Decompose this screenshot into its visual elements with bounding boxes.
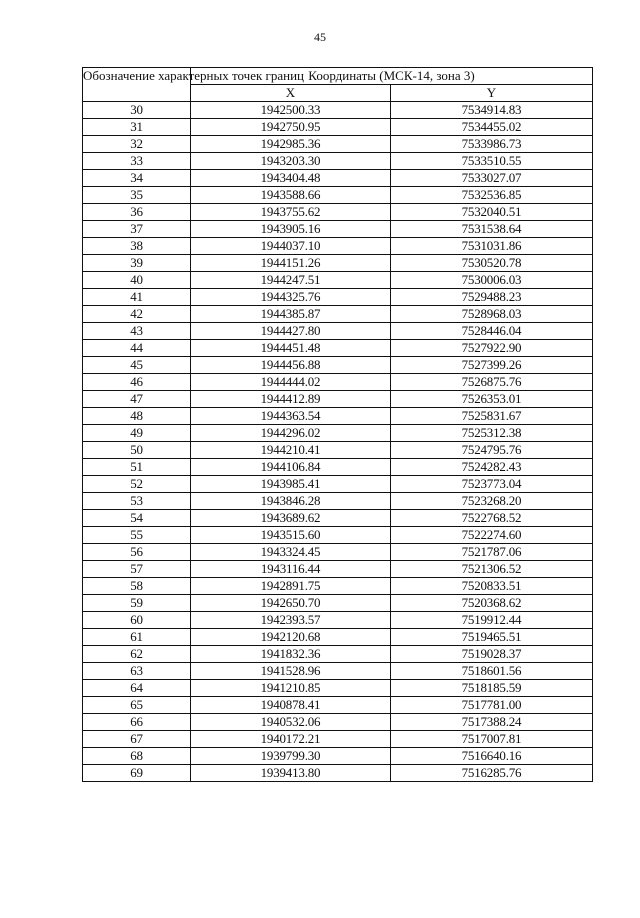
x-cell: 1944210.41 — [191, 442, 391, 459]
y-cell: 7520833.51 — [391, 578, 593, 595]
y-cell: 7531538.64 — [391, 221, 593, 238]
y-cell: 7522768.52 — [391, 510, 593, 527]
y-cell: 7519912.44 — [391, 612, 593, 629]
x-cell: 1943404.48 — [191, 170, 391, 187]
x-cell: 1943905.16 — [191, 221, 391, 238]
point-cell: 50 — [83, 442, 191, 459]
x-cell: 1944037.10 — [191, 238, 391, 255]
table-row — [83, 153, 593, 170]
table-row — [83, 612, 593, 629]
point-cell: 45 — [83, 357, 191, 374]
table-row — [83, 459, 593, 476]
y-cell: 7523268.20 — [391, 493, 593, 510]
table-row — [83, 221, 593, 238]
point-cell: 36 — [83, 204, 191, 221]
table-row — [83, 374, 593, 391]
y-cell: 7532040.51 — [391, 204, 593, 221]
table-row — [83, 493, 593, 510]
table-row — [83, 357, 593, 374]
point-cell: 49 — [83, 425, 191, 442]
y-cell: 7525312.38 — [391, 425, 593, 442]
table-row — [83, 748, 593, 765]
point-cell: 41 — [83, 289, 191, 306]
x-cell: 1944456.88 — [191, 357, 391, 374]
table-body — [83, 102, 593, 782]
x-cell: 1944247.51 — [191, 272, 391, 289]
point-cell: 35 — [83, 187, 191, 204]
y-cell: 7533027.07 — [391, 170, 593, 187]
table-row — [83, 323, 593, 340]
x-cell: 1942393.57 — [191, 612, 391, 629]
y-cell: 7524795.76 — [391, 442, 593, 459]
y-cell: 7526353.01 — [391, 391, 593, 408]
x-cell: 1943985.41 — [191, 476, 391, 493]
point-cell: 63 — [83, 663, 191, 680]
point-cell: 46 — [83, 374, 191, 391]
y-cell: 7527922.90 — [391, 340, 593, 357]
table-row — [83, 272, 593, 289]
x-cell: 1944151.26 — [191, 255, 391, 272]
table-row — [83, 119, 593, 136]
point-cell: 58 — [83, 578, 191, 595]
point-cell: 33 — [83, 153, 191, 170]
table-row — [83, 680, 593, 697]
table-row — [83, 646, 593, 663]
x-cell: 1941832.36 — [191, 646, 391, 663]
y-cell: 7528446.04 — [391, 323, 593, 340]
y-cell: 7533986.73 — [391, 136, 593, 153]
point-cell: 61 — [83, 629, 191, 646]
point-cell: 69 — [83, 765, 191, 782]
coordinates-header: Координаты (МСК-14, зона 3) — [191, 68, 593, 85]
table-row — [83, 561, 593, 578]
y-cell: 7517781.00 — [391, 697, 593, 714]
point-cell: 59 — [83, 595, 191, 612]
page-number: 45 — [314, 30, 326, 44]
point-cell: 31 — [83, 119, 191, 136]
x-cell: 1942120.68 — [191, 629, 391, 646]
x-cell: 1944363.54 — [191, 408, 391, 425]
x-cell: 1944444.02 — [191, 374, 391, 391]
point-cell: 43 — [83, 323, 191, 340]
y-cell: 7516285.76 — [391, 765, 593, 782]
x-cell: 1941210.85 — [191, 680, 391, 697]
point-cell: 62 — [83, 646, 191, 663]
table-row — [83, 187, 593, 204]
x-cell: 1942891.75 — [191, 578, 391, 595]
point-cell: 66 — [83, 714, 191, 731]
table-row — [83, 255, 593, 272]
y-cell: 7523773.04 — [391, 476, 593, 493]
point-cell: 40 — [83, 272, 191, 289]
point-cell: 42 — [83, 306, 191, 323]
x-cell: 1940172.21 — [191, 731, 391, 748]
table-row — [83, 765, 593, 782]
y-cell: 7531031.86 — [391, 238, 593, 255]
x-cell: 1940878.41 — [191, 697, 391, 714]
table-row — [83, 170, 593, 187]
table-header — [83, 68, 593, 102]
x-cell: 1943203.30 — [191, 153, 391, 170]
point-cell: 67 — [83, 731, 191, 748]
x-cell: 1942500.33 — [191, 102, 391, 119]
point-cell: 60 — [83, 612, 191, 629]
x-cell: 1943689.62 — [191, 510, 391, 527]
table-row — [83, 510, 593, 527]
x-cell: 1943755.62 — [191, 204, 391, 221]
point-cell: 39 — [83, 255, 191, 272]
point-cell: 48 — [83, 408, 191, 425]
y-column-header: Y — [391, 85, 593, 102]
y-cell: 7528968.03 — [391, 306, 593, 323]
y-cell: 7532536.85 — [391, 187, 593, 204]
x-cell: 1943846.28 — [191, 493, 391, 510]
point-cell: 51 — [83, 459, 191, 476]
table-row — [83, 629, 593, 646]
table-row — [83, 306, 593, 323]
x-cell: 1943515.60 — [191, 527, 391, 544]
y-cell: 7519465.51 — [391, 629, 593, 646]
y-cell: 7529488.23 — [391, 289, 593, 306]
x-cell: 1944451.48 — [191, 340, 391, 357]
point-cell: 65 — [83, 697, 191, 714]
x-cell: 1944385.87 — [191, 306, 391, 323]
point-cell: 56 — [83, 544, 191, 561]
y-cell: 7522274.60 — [391, 527, 593, 544]
table-row — [83, 238, 593, 255]
y-cell: 7519028.37 — [391, 646, 593, 663]
y-cell: 7534455.02 — [391, 119, 593, 136]
y-cell: 7530006.03 — [391, 272, 593, 289]
y-cell: 7533510.55 — [391, 153, 593, 170]
table-row — [83, 714, 593, 731]
x-column-header: X — [191, 85, 391, 102]
point-cell: 30 — [83, 102, 191, 119]
point-cell: 53 — [83, 493, 191, 510]
y-cell: 7518601.56 — [391, 663, 593, 680]
point-cell: 38 — [83, 238, 191, 255]
table-row — [83, 442, 593, 459]
x-cell: 1940532.06 — [191, 714, 391, 731]
table-row — [83, 102, 593, 119]
x-cell: 1943588.66 — [191, 187, 391, 204]
table-row — [83, 578, 593, 595]
y-cell: 7530520.78 — [391, 255, 593, 272]
x-cell: 1943324.45 — [191, 544, 391, 561]
point-cell: 32 — [83, 136, 191, 153]
point-cell: 34 — [83, 170, 191, 187]
x-cell: 1939799.30 — [191, 748, 391, 765]
x-cell: 1944412.89 — [191, 391, 391, 408]
point-cell: 44 — [83, 340, 191, 357]
table-row — [83, 527, 593, 544]
y-cell: 7516640.16 — [391, 748, 593, 765]
table-row — [83, 391, 593, 408]
y-cell: 7520368.62 — [391, 595, 593, 612]
table-row — [83, 731, 593, 748]
coordinates-table — [82, 67, 593, 782]
x-cell: 1944427.80 — [191, 323, 391, 340]
table-row — [83, 340, 593, 357]
table-row — [83, 697, 593, 714]
table-row — [83, 663, 593, 680]
point-cell: 37 — [83, 221, 191, 238]
point-cell: 52 — [83, 476, 191, 493]
y-cell: 7526875.76 — [391, 374, 593, 391]
table-row — [83, 544, 593, 561]
table-row — [83, 476, 593, 493]
table-row — [83, 595, 593, 612]
y-cell: 7524282.43 — [391, 459, 593, 476]
table-row — [83, 136, 593, 153]
x-cell: 1942750.95 — [191, 119, 391, 136]
y-cell: 7521787.06 — [391, 544, 593, 561]
point-cell: 68 — [83, 748, 191, 765]
x-cell: 1944325.76 — [191, 289, 391, 306]
x-cell: 1941528.96 — [191, 663, 391, 680]
y-cell: 7525831.67 — [391, 408, 593, 425]
table-row — [83, 425, 593, 442]
x-cell: 1944296.02 — [191, 425, 391, 442]
y-cell: 7527399.26 — [391, 357, 593, 374]
point-cell: 54 — [83, 510, 191, 527]
y-cell: 7534914.83 — [391, 102, 593, 119]
y-cell: 7518185.59 — [391, 680, 593, 697]
point-cell: 47 — [83, 391, 191, 408]
point-cell: 64 — [83, 680, 191, 697]
header-row-1 — [83, 68, 593, 85]
designation-header: Обозначение характерных точек границ — [83, 68, 191, 102]
x-cell: 1944106.84 — [191, 459, 391, 476]
table-row — [83, 408, 593, 425]
x-cell: 1942985.36 — [191, 136, 391, 153]
point-cell: 57 — [83, 561, 191, 578]
y-cell: 7517388.24 — [391, 714, 593, 731]
point-cell: 55 — [83, 527, 191, 544]
y-cell: 7521306.52 — [391, 561, 593, 578]
table-row — [83, 289, 593, 306]
x-cell: 1942650.70 — [191, 595, 391, 612]
x-cell: 1939413.80 — [191, 765, 391, 782]
table-row — [83, 204, 593, 221]
x-cell: 1943116.44 — [191, 561, 391, 578]
y-cell: 7517007.81 — [391, 731, 593, 748]
